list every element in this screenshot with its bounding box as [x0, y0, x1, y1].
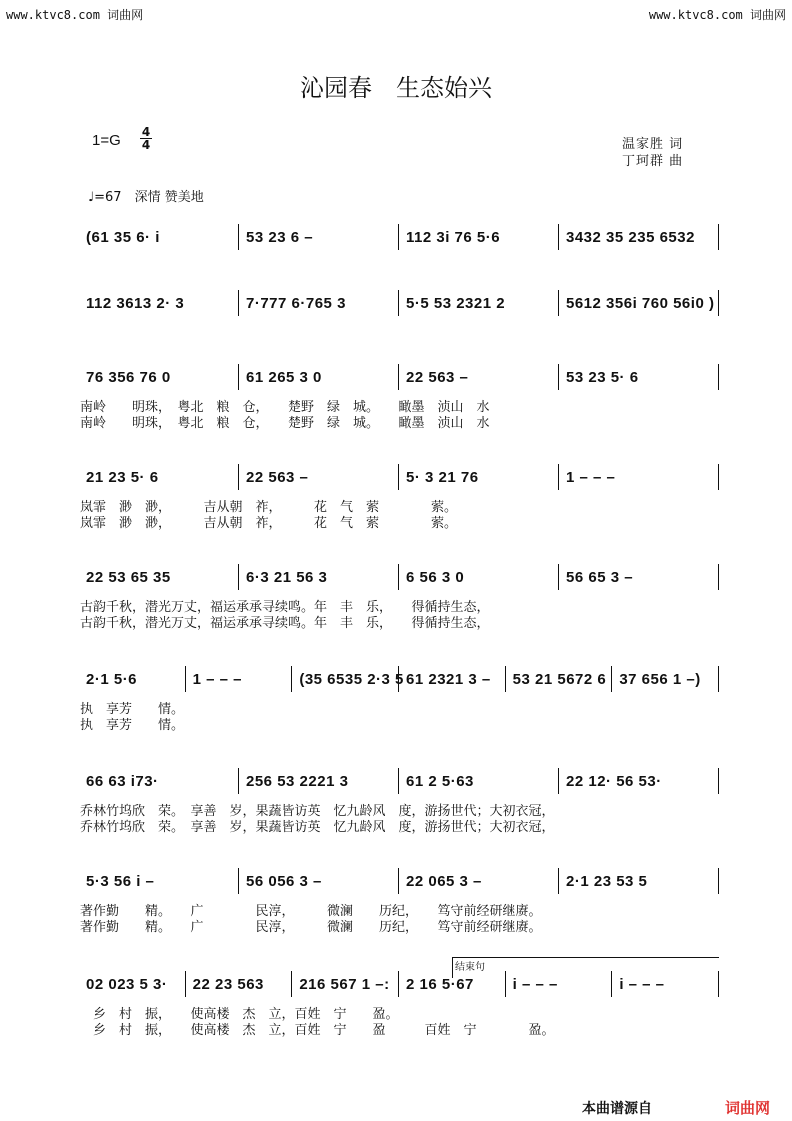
tempo-marking: ♩=67 深情 赞美地 [88, 190, 204, 205]
ending-label: 结束句 [455, 962, 485, 973]
measure: 6·3 21 56 3 [246, 569, 328, 586]
barline [291, 971, 292, 997]
measure: 216 567 1 –: [299, 976, 390, 993]
lyric-line: 岚霏 渺 渺， 吉从朝 祚， 花 气 萦 萦。 [80, 516, 458, 531]
lyric-line: 古韵千秋，潜光万丈，福运承承寻续鸣。年 丰 乐， 得循持生态， [80, 600, 490, 615]
measure: 53 23 6 – [246, 229, 314, 246]
barline [558, 768, 559, 794]
barline [558, 564, 559, 590]
lyric-line: 岚霏 渺 渺， 吉从朝 祚， 花 气 萦 萦。 [80, 500, 458, 515]
measure: 6 56 3 0 [406, 569, 465, 586]
barline [558, 364, 559, 390]
measure: 56 65 3 – [566, 569, 634, 586]
barline [558, 868, 559, 894]
measure: 21 23 5· 6 [86, 469, 159, 486]
composer: 丁珂群 曲 [622, 154, 684, 169]
staff-line-5 [80, 568, 720, 588]
lyric-line: 乔林竹坞欣 荣。 享善 岁，果蔬皆访英 忆九龄风 度，游扬世代；大初衣冠， [80, 820, 555, 835]
lyric-line: 执 享芳 情。 [80, 702, 185, 717]
barline [718, 364, 719, 390]
measure: 53 23 5· 6 [566, 369, 639, 386]
staff-line-3 [80, 368, 720, 388]
measure: 112 3613 2· 3 [86, 295, 185, 312]
barline [558, 464, 559, 490]
barline [398, 464, 399, 490]
barline [398, 290, 399, 316]
measure: 22 563 – [246, 469, 309, 486]
lyric-line: 执 享芳 情。 [80, 718, 185, 733]
barline [611, 666, 612, 692]
measure: 22 53 65 35 [86, 569, 171, 586]
measure: 61 2 5·63 [406, 773, 474, 790]
barline [185, 971, 186, 997]
lyric-line: 著作勤 精。 广 民淳， 微澜 历纪， 笃守前经研继赓。 [80, 904, 542, 919]
measure: i – – – [512, 976, 558, 993]
ending-bracket [452, 957, 719, 978]
lyric-line: 南岭 明珠， 粤北 粮 仓， 楚野 绿 城。 瞰墨 浈山 水 [80, 416, 490, 431]
barline [238, 290, 239, 316]
measure: 53 21 5672 6 [512, 671, 607, 688]
footer-logo: 词曲网 [725, 1099, 771, 1117]
measure: 61 265 3 0 [246, 369, 322, 386]
barline [398, 666, 399, 692]
barline [398, 364, 399, 390]
staff-line-1 [80, 228, 720, 248]
barline [718, 464, 719, 490]
measure: 22 23 563 [192, 976, 264, 993]
barline [238, 564, 239, 590]
measure: 1 – – – [192, 671, 243, 688]
site-url-right: www.ktvc8.com 词曲网 [648, 8, 786, 22]
lyric-line: 著作勤 精。 广 民淳， 微澜 历纪， 笃守前经研继赓。 [80, 920, 542, 935]
time-signature: 4 4 [141, 125, 151, 152]
barline [398, 224, 399, 250]
measure: 61 2321 3 – [406, 671, 491, 688]
barline [718, 224, 719, 250]
barline [185, 666, 186, 692]
barline [558, 224, 559, 250]
measure: 22 12· 56 53· [566, 773, 662, 790]
measure: 5612 356i 760 56i0 ) [566, 295, 715, 312]
credits [622, 136, 683, 170]
measure: (61 35 6· i [86, 229, 160, 246]
staff-line-9 [80, 975, 720, 995]
staff-line-4 [80, 468, 720, 488]
measure: 2·1 23 53 5 [566, 873, 648, 890]
measure: 5· 3 21 76 [406, 469, 479, 486]
barline [718, 768, 719, 794]
page-title: 沁园春 生态始兴 [300, 74, 492, 102]
measure: 5·5 53 2321 2 [406, 295, 506, 312]
measure: 256 53 2221 3 [246, 773, 349, 790]
measure: 37 656 1 –) [619, 671, 701, 688]
barline [718, 868, 719, 894]
measure: 56 056 3 – [246, 873, 322, 890]
measure: 76 356 76 0 [86, 369, 171, 386]
barline [398, 768, 399, 794]
barline [558, 290, 559, 316]
barline [291, 666, 292, 692]
key-signature: 1=G [92, 132, 121, 149]
barline [718, 290, 719, 316]
lyric-line: 乡 村 振， 使高楼 杰 立，百姓 宁 盈 百姓 宁 盈。 [80, 1023, 555, 1038]
measure: 22 065 3 – [406, 873, 482, 890]
lyric-line: 古韵千秋，潜光万丈，福运承承寻续鸣。年 丰 乐， 得循持生态， [80, 616, 490, 631]
staff-line-8 [80, 872, 720, 892]
measure: 7·777 6·765 3 [246, 295, 346, 312]
site-url-left: www.ktvc8.com 词曲网 [6, 8, 144, 22]
measure: (35 6535 2·3 5 [299, 671, 404, 688]
staff-line-2 [80, 294, 720, 314]
barline [398, 971, 399, 997]
barline [238, 364, 239, 390]
barline [505, 666, 506, 692]
lyric-line: 乔林竹坞欣 荣。 享善 岁，果蔬皆访英 忆九龄风 度，游扬世代；大初衣冠， [80, 804, 555, 819]
measure: i – – – [619, 976, 665, 993]
measure: 5·3 56 i – [86, 873, 155, 890]
measure: 66 63 i73· [86, 773, 159, 790]
barline [238, 224, 239, 250]
lyric-line: 南岭 明珠， 粤北 粮 仓， 楚野 绿 城。 瞰墨 浈山 水 [80, 400, 490, 415]
staff-line-6 [80, 670, 720, 690]
barline [718, 666, 719, 692]
measure: 112 3i 76 5·6 [406, 229, 501, 246]
measure: 2 16 5·67 [406, 976, 474, 993]
staff-line-7 [80, 772, 720, 792]
barline [238, 768, 239, 794]
lyric-line: 乡 村 振， 使高楼 杰 立，百姓 宁 盈。 [80, 1007, 399, 1022]
barline [398, 868, 399, 894]
measure: 1 – – – [566, 469, 616, 486]
lyricist: 温家胜 词 [622, 137, 684, 152]
measure: 2·1 5·6 [86, 671, 138, 688]
barline [238, 464, 239, 490]
barline [718, 564, 719, 590]
measure: 02 023 5 3· [86, 976, 168, 993]
measure: 3432 35 235 6532 [566, 229, 695, 246]
barline [238, 868, 239, 894]
barline [398, 564, 399, 590]
measure: 22 563 – [406, 369, 469, 386]
footer-source-label: 本曲谱源自 [582, 1101, 652, 1117]
